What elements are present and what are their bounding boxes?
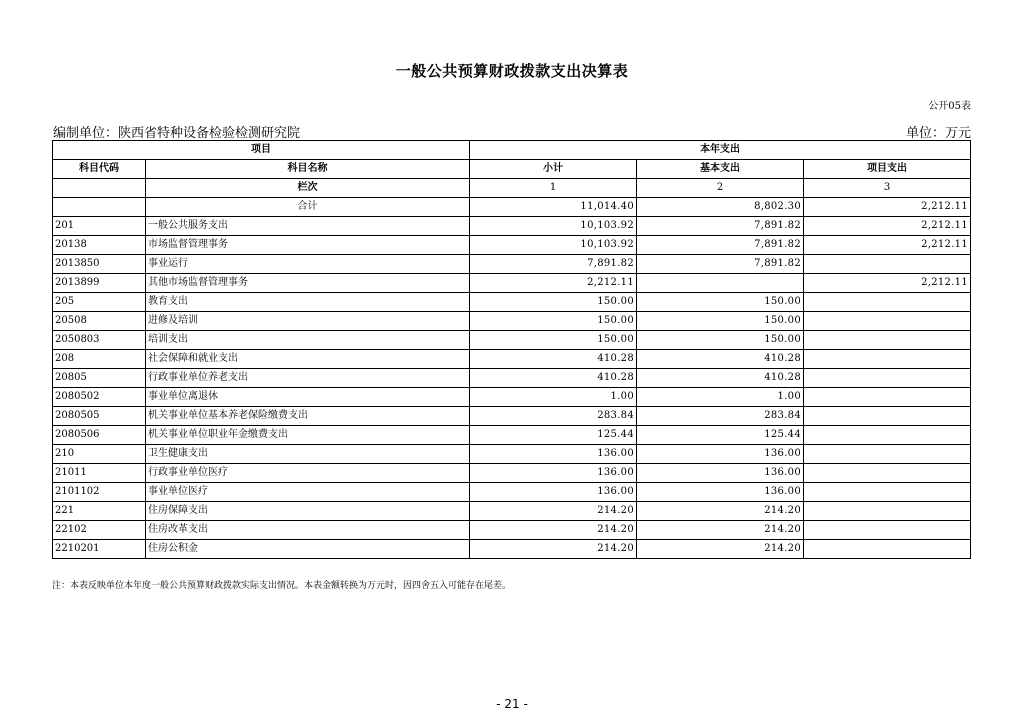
row-basic: 136.00 — [637, 445, 804, 464]
row-subtotal: 2,212.11 — [470, 274, 637, 293]
table-row — [53, 445, 971, 464]
table-row — [53, 388, 971, 407]
row-code: 208 — [53, 350, 146, 369]
row-code: 210 — [53, 445, 146, 464]
row-project — [804, 502, 971, 521]
row-code: 2013850 — [53, 255, 146, 274]
table-row — [53, 464, 971, 483]
row-basic — [637, 274, 804, 293]
page-number: - 21 - — [496, 697, 528, 711]
row-project — [804, 521, 971, 540]
row-subtotal: 150.00 — [470, 312, 637, 331]
row-project: 2,212.11 — [804, 236, 971, 255]
row-project — [804, 255, 971, 274]
row-basic: 7,891.82 — [637, 236, 804, 255]
row-name: 事业单位医疗 — [146, 483, 470, 502]
row-basic: 1.00 — [637, 388, 804, 407]
total-project: 2,212.11 — [804, 198, 971, 217]
total-label: 合计 — [146, 198, 470, 217]
row-project: 2,212.11 — [804, 274, 971, 293]
row-code: 2080505 — [53, 407, 146, 426]
row-subtotal: 214.20 — [470, 521, 637, 540]
row-basic: 410.28 — [637, 350, 804, 369]
table-row — [53, 274, 971, 293]
row-project — [804, 388, 971, 407]
row-subtotal: 136.00 — [470, 483, 637, 502]
table-row — [53, 293, 971, 312]
total-code — [53, 198, 146, 217]
row-basic: 7,891.82 — [637, 255, 804, 274]
row-name: 培训支出 — [146, 331, 470, 350]
row-subtotal: 136.00 — [470, 464, 637, 483]
row-subtotal: 136.00 — [470, 445, 637, 464]
row-project — [804, 293, 971, 312]
row-code: 2080506 — [53, 426, 146, 445]
form-number: 公开05表 — [928, 101, 971, 112]
report-title: 一般公共预算财政拨款支出决算表 — [395, 62, 629, 80]
row-subtotal: 1.00 — [470, 388, 637, 407]
row-code: 2080502 — [53, 388, 146, 407]
row-name: 住房公积金 — [146, 540, 470, 559]
header-blank — [53, 179, 146, 198]
expenditure-table — [52, 140, 971, 559]
row-basic: 410.28 — [637, 369, 804, 388]
table-note: 注：本表反映单位本年度一般公共预算财政拨款实际支出情况。本表金额转换为万元时，因四舍五入可能存在尾差。 — [52, 581, 512, 591]
header-item: 项目 — [53, 141, 470, 160]
table-row — [53, 540, 971, 559]
row-project — [804, 312, 971, 331]
row-name: 行政事业单位养老支出 — [146, 369, 470, 388]
row-code: 20805 — [53, 369, 146, 388]
header-name: 科目名称 — [146, 160, 470, 179]
row-subtotal: 283.84 — [470, 407, 637, 426]
header-code: 科目代码 — [53, 160, 146, 179]
table-row — [53, 312, 971, 331]
row-basic: 150.00 — [637, 331, 804, 350]
row-basic: 136.00 — [637, 464, 804, 483]
row-basic: 214.20 — [637, 502, 804, 521]
row-code: 221 — [53, 502, 146, 521]
header-row-2 — [53, 160, 971, 179]
row-subtotal: 150.00 — [470, 293, 637, 312]
row-subtotal: 125.44 — [470, 426, 637, 445]
row-name: 卫生健康支出 — [146, 445, 470, 464]
row-basic: 7,891.82 — [637, 217, 804, 236]
header-col1: 1 — [470, 179, 637, 198]
row-name: 住房改革支出 — [146, 521, 470, 540]
table-row — [53, 426, 971, 445]
row-subtotal: 150.00 — [470, 331, 637, 350]
row-name: 进修及培训 — [146, 312, 470, 331]
row-basic: 214.20 — [637, 540, 804, 559]
row-name: 其他市场监督管理事务 — [146, 274, 470, 293]
row-project — [804, 483, 971, 502]
total-subtotal: 11,014.40 — [470, 198, 637, 217]
header-col2: 2 — [637, 179, 804, 198]
total-basic: 8,802.30 — [637, 198, 804, 217]
row-basic: 150.00 — [637, 293, 804, 312]
row-name: 住房保障支出 — [146, 502, 470, 521]
table-row — [53, 502, 971, 521]
row-code: 2101102 — [53, 483, 146, 502]
table-row — [53, 407, 971, 426]
table-row — [53, 369, 971, 388]
row-code: 22102 — [53, 521, 146, 540]
row-subtotal: 410.28 — [470, 350, 637, 369]
row-code: 20138 — [53, 236, 146, 255]
header-col-index: 栏次 — [146, 179, 470, 198]
row-code: 205 — [53, 293, 146, 312]
row-subtotal: 410.28 — [470, 369, 637, 388]
table-row — [53, 483, 971, 502]
header-basic: 基本支出 — [637, 160, 804, 179]
row-subtotal: 10,103.92 — [470, 236, 637, 255]
row-name: 事业运行 — [146, 255, 470, 274]
organization-label: 编制单位：陕西省特种设备检验检测研究院 — [53, 126, 301, 141]
row-basic: 214.20 — [637, 521, 804, 540]
row-name: 行政事业单位医疗 — [146, 464, 470, 483]
table-row — [53, 217, 971, 236]
row-name: 一般公共服务支出 — [146, 217, 470, 236]
row-basic: 136.00 — [637, 483, 804, 502]
header-current-year: 本年支出 — [470, 141, 971, 160]
header-col3: 3 — [804, 179, 971, 198]
row-basic: 125.44 — [637, 426, 804, 445]
total-row — [53, 198, 971, 217]
row-project — [804, 426, 971, 445]
table-row — [53, 236, 971, 255]
table-row — [53, 331, 971, 350]
row-name: 机关事业单位职业年金缴费支出 — [146, 426, 470, 445]
row-project — [804, 445, 971, 464]
row-name: 市场监督管理事务 — [146, 236, 470, 255]
row-project — [804, 350, 971, 369]
row-subtotal: 10,103.92 — [470, 217, 637, 236]
header-row-1 — [53, 141, 971, 160]
header-row-3 — [53, 179, 971, 198]
header-subtotal: 小计 — [470, 160, 637, 179]
row-name: 事业单位离退休 — [146, 388, 470, 407]
row-subtotal: 214.20 — [470, 540, 637, 559]
row-code: 20508 — [53, 312, 146, 331]
row-project — [804, 331, 971, 350]
header-project: 项目支出 — [804, 160, 971, 179]
row-code: 2210201 — [53, 540, 146, 559]
row-project — [804, 407, 971, 426]
row-project: 2,212.11 — [804, 217, 971, 236]
row-name: 教育支出 — [146, 293, 470, 312]
table-row — [53, 350, 971, 369]
row-subtotal: 214.20 — [470, 502, 637, 521]
row-project — [804, 540, 971, 559]
row-subtotal: 7,891.82 — [470, 255, 637, 274]
table-row — [53, 521, 971, 540]
row-name: 机关事业单位基本养老保险缴费支出 — [146, 407, 470, 426]
row-code: 21011 — [53, 464, 146, 483]
row-basic: 283.84 — [637, 407, 804, 426]
unit-label: 单位：万元 — [905, 126, 971, 141]
row-name: 社会保障和就业支出 — [146, 350, 470, 369]
table-row — [53, 255, 971, 274]
row-project — [804, 464, 971, 483]
row-code: 2050803 — [53, 331, 146, 350]
row-code: 2013899 — [53, 274, 146, 293]
row-project — [804, 369, 971, 388]
row-code: 201 — [53, 217, 146, 236]
row-basic: 150.00 — [637, 312, 804, 331]
